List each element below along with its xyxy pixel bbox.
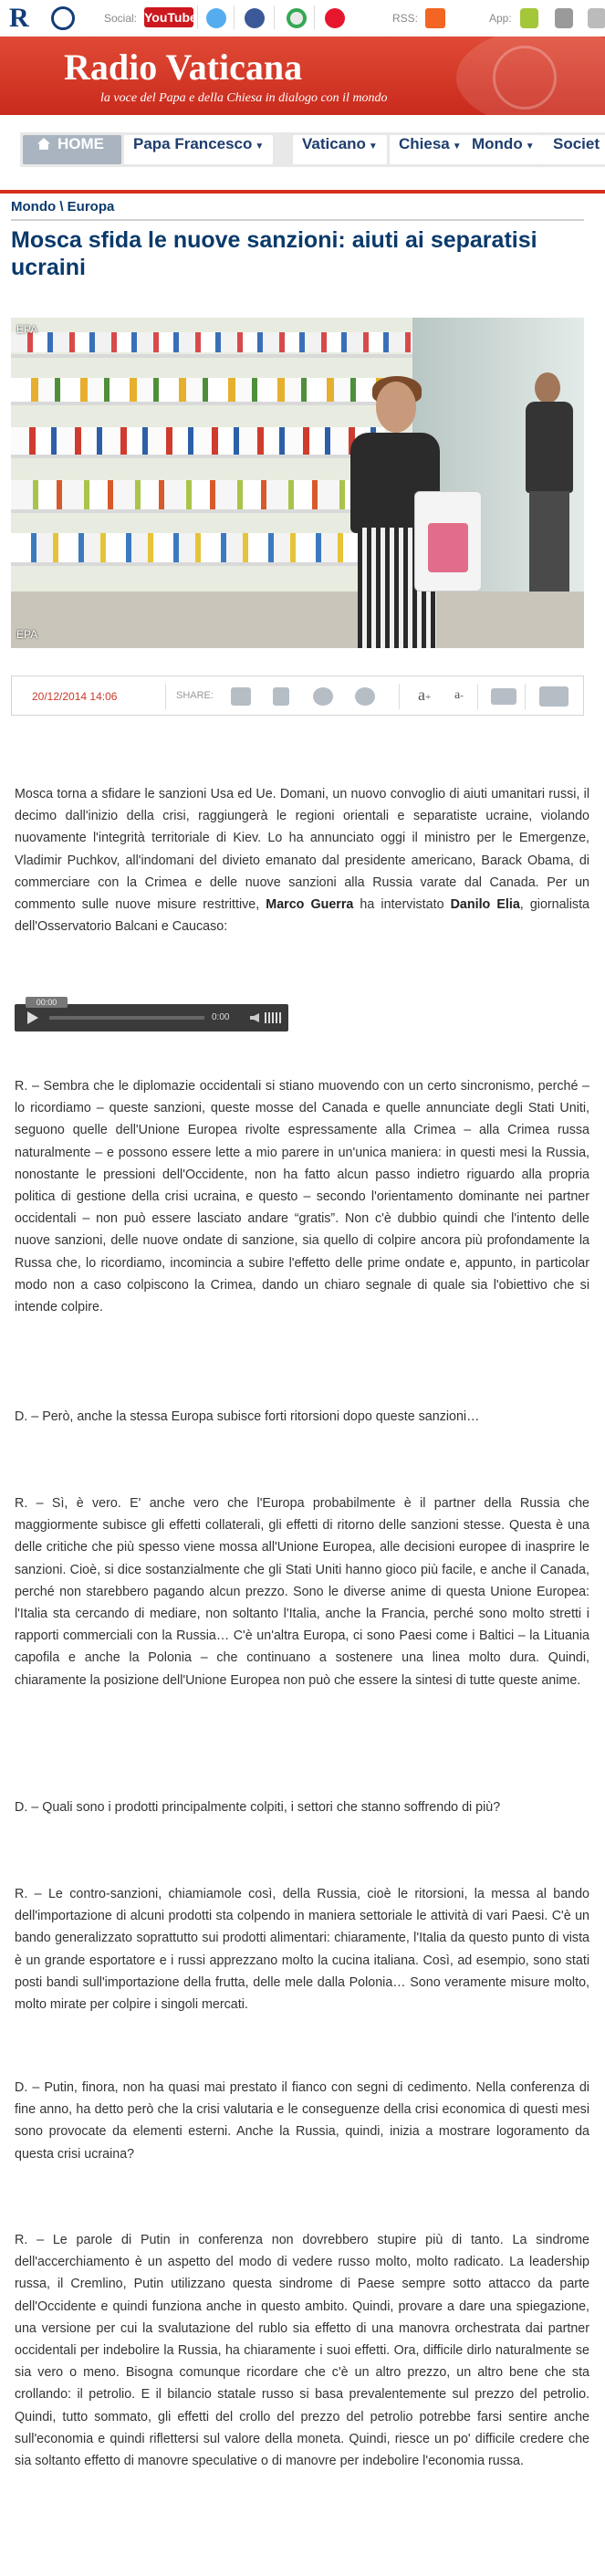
photo-credit: EPA [16, 628, 38, 641]
divider [314, 5, 315, 29]
nav-bar [20, 132, 605, 167]
site-slogan: la voce del Papa e della Chiesa in dialogo con il mondo [100, 91, 388, 105]
nav-home[interactable] [23, 135, 121, 164]
divider [165, 684, 166, 709]
article-paragraph: D. – Però, anche la stessa Europa subisce forti ritorsioni dopo queste sanzioni… [15, 1409, 480, 1424]
nav-vaticano[interactable] [293, 135, 387, 164]
twitter-icon[interactable] [231, 687, 251, 706]
divider [197, 5, 198, 29]
article-paragraph: R. – Sembra che le diplomazie occidentali si stiano muovendo con un certo sincronismo, perché – lo ricordiamo – queste sanzioni, queste mosse del Canada e quelle annunciate degli Stati Uniti, seguono quelle dell'Unione Europea rivolte espressamente alla Crimea – alla Crimea russa naturalmente – e possono essere lette a mio parere in un'unica maniera: in questi mesi la Russia, nonostante le pressioni dell'Occidente, non ha fatto alcun passo indietro riguardo alla propria politica di gestione della crisi ucraina, e questo – secondo l'orientamento dominante nei partner occidentali – non può essere lasciato andare “gratis”. Non c'è dubbio quindi che l'intento delle nuove sanzioni, delle nuove ondate di sanzione, sia quello di colpire ancora più profondamente la Russa che, lo ricordiamo, incomincia a subire l'effetto delle prime ondate e, appunto, in particolar modo non a caso colpiscono la Crimea, dando un chiaro segnale di quale sia l'obiettivo che si intende colpire. [15, 1079, 589, 1315]
app-label: App: [489, 12, 512, 25]
font-larger-button[interactable]: a+ [418, 686, 432, 704]
products-row [11, 332, 412, 352]
share-label: SHARE: [176, 690, 214, 701]
article-paragraph: D. – Quali sono i prodotti principalmente colpiti, i settori che stanno soffrendo di più? [15, 1800, 501, 1815]
print-icon[interactable] [539, 686, 568, 707]
site-banner[interactable] [0, 37, 605, 115]
nav-label: Mondo [472, 135, 523, 152]
photo-credit: EPA [16, 323, 38, 336]
divider [11, 219, 584, 221]
nav-chiesa[interactable] [390, 135, 471, 164]
volume-icon[interactable] [250, 1013, 259, 1022]
facebook-icon[interactable] [245, 8, 265, 28]
play-icon[interactable] [27, 1011, 38, 1024]
youtube-icon[interactable]: YouTube [144, 7, 193, 27]
twitter-icon[interactable] [206, 8, 226, 28]
nav-home-label: HOME [57, 135, 104, 152]
floor [11, 592, 584, 648]
social-label: Social: [104, 12, 138, 25]
article-intro [15, 783, 589, 937]
nav-label: Societ [553, 135, 600, 152]
shopping-bag [414, 491, 482, 592]
shelf [11, 354, 431, 358]
nav-papa-francesco[interactable] [124, 135, 273, 164]
article-date: 20/12/2014 14:06 [32, 690, 118, 703]
article-paragraph: R. – Le contro-sanzioni, chiamiamole così, della Russia, cioè le ritorsioni, la messa al bando dell'importazione di alcuni prodotti sta colpendo in maniera settoriale le attività di vari Paesi. C'è un bando generalizzato soprattutto sui prodotti alimentari: chiaramente, l'Italia da questo punto di vista è un grande esportatore e i russi apprezzano molto la cucina italiana. Così, ad esempio, sono stati posti bandi sull'importazione della frutta, delle mele dalla Polonia… Sono veramente misure molto, molto mirate per colpire i singoli mercati. [15, 1887, 589, 2013]
chevron-down-icon: ▼ [452, 141, 462, 152]
weibo-icon[interactable] [355, 687, 375, 706]
chevron-down-icon: ▼ [255, 141, 265, 152]
audio-time-tooltip: 00:00 [26, 997, 68, 1008]
products-row [11, 480, 376, 509]
rv-logo-icon[interactable]: R [9, 3, 75, 34]
divider [477, 684, 478, 709]
products-row [11, 427, 385, 455]
android-icon[interactable] [520, 8, 538, 28]
nav-label: Papa Francesco [133, 135, 253, 152]
audio-progress-bar[interactable] [49, 1016, 204, 1020]
nav-mondo[interactable] [463, 135, 544, 164]
article-title: Mosca sfida le nuove sanzioni: aiuti ai separatisi ucraini [11, 227, 537, 280]
apple-icon[interactable] [555, 8, 573, 28]
chevron-down-icon: ▼ [368, 141, 378, 152]
audio-time: 0:00 [212, 1012, 230, 1022]
volume-slider[interactable] [265, 1012, 283, 1023]
article-paragraph: D. – Putin, finora, non ha quasi mai prestato il fianco con segni di cedimento. Nella conferenza di fine anno, ha detto però che la crisi valutaria e le conseguenze della crisi economica di questi mesi sono provocate da elementi esterni. Anche la Russia, quindi, inizia a mostrare logoramento da questa crisi ucraina? [15, 2080, 589, 2162]
font-smaller-button[interactable]: a- [454, 688, 464, 702]
intro-text: , giornalista dell'Osservatorio Balcani e Caucaso: [15, 897, 589, 935]
papal-crest-icon [493, 46, 557, 110]
audio-player[interactable] [15, 998, 288, 1031]
nav-societa[interactable] [544, 135, 605, 164]
divider [525, 684, 526, 709]
share-bar [11, 675, 584, 716]
article-photo [11, 318, 584, 648]
windows-icon[interactable] [588, 8, 605, 28]
interviewee-name: Danilo Elia [450, 897, 520, 913]
breadcrumb[interactable]: Mondo \ Europa [11, 199, 115, 215]
intro-text: ha intervistato [353, 897, 451, 913]
top-social-bar [0, 0, 605, 37]
shopper-man [522, 372, 577, 592]
chevron-down-icon: ▼ [525, 141, 535, 152]
font-smaller-label: a [454, 688, 461, 702]
rss-label: RSS: [392, 12, 419, 25]
header-divider [0, 190, 605, 194]
weibo-icon[interactable] [325, 8, 345, 28]
google-icon[interactable] [313, 687, 333, 706]
divider [399, 684, 400, 709]
main-navigation [0, 115, 605, 183]
site-title[interactable]: Radio Vaticana [64, 47, 303, 88]
google-icon[interactable] [287, 8, 307, 28]
article-paragraph: R. – Sì, è vero. E' anche vero che l'Europa probabilmente è il partner della Russia che maggiormente subisce gli effetti collaterali, gli effetti di ritorno delle sanzioni stesse. Questa è una delle critiche che più spesso viene mossa all'Unione Europea, alle decisioni europee di inasprire le sanzioni. Cioè, si dice sostanzialmente che gli Stati Uniti hanno gioco più facile, e anche il Canada, perché non starebbero pagando alcun prezzo. Sono le diverse anime di questa Unione Europea: l'Italia sta cercando di mediare, non soltanto l'Italia, anche la Francia, perché sono molto stretti i rapporti commerciali con la Russia… C'è un'altra Europa, ci sono Paesi come i Baltici – la Lituania capofila e anche la Polonia – che continuano a sostenere una linea molto dura. Quindi, chiaramente la posizione dell'Unione Europea non può che essere la sintesi di tutte queste anime. [15, 1496, 589, 1688]
intro-text: Mosca torna a sfidare le sanzioni Usa ed Ue. Domani, un nuovo convoglio di aiuti umanitari russi, il decimo dall'inizio della crisi, raggiungerà le regioni orientali e separatiste ucraine, violando nuovamente l'integrità territoriale di Kiev. Lo ha annunciato oggi il ministro per le Emergenze, Vladimir Puchkov, all'indomani del divieto emanato dal presidente americano, Barack Obama, di commerciare con la Crimea e delle nuove sanzioni alla Russia varate dal Canada. Per un commento sulle nuove misure restrittive, [15, 787, 589, 913]
interviewer-name: Marco Guerra [266, 897, 354, 913]
facebook-icon[interactable] [273, 687, 289, 706]
email-icon[interactable] [491, 688, 516, 705]
divider [234, 5, 235, 29]
nav-label: Chiesa [399, 135, 450, 152]
rss-icon[interactable] [425, 8, 445, 28]
nav-label: Vaticano [302, 135, 366, 152]
font-larger-label: a [418, 686, 425, 704]
article-paragraph: R. – Le parole di Putin in conferenza non dovrebbero stupire più di tanto. La sindrome dell'accerchiamento è un aspetto del modo di vedere russo molto, molto radicato. La leadership russa, il Cremlino, Putin utilizzano questa sindrome di Paese sempre sotto attacco da parte dell'Occidente e quindi funziona anche in questo ambito. Quindi, provare a dare una spiegazione, una versione per cui la svalutazione del rublo sia effetto di una manovra orchestrata dai partner occidentali per indebolire la Russia, ha chiaramente i suoi effetti. Ora, difficile dirlo naturalmente se sia vero o meno. Bisogna comunque ricordare che c'è un altro prezzo, un altro bene che sta crollando: il petrolio. E il bilancio statale russo si basa prevalentemente sul prezzo del petrolio. Quindi, tutto sommato, gli effetti del crollo del prezzo del petrolio potrebbe farsi sentire anche sull'economia e quindi riflettersi sul valore della moneta. Quindi, riesce un po' difficile credere che sia soltanto effetto di manovre speculative o di manovre per indebolire l'economia russa. [15, 2233, 589, 2469]
divider [274, 5, 275, 29]
products-row [11, 533, 367, 562]
home-icon [37, 138, 50, 150]
